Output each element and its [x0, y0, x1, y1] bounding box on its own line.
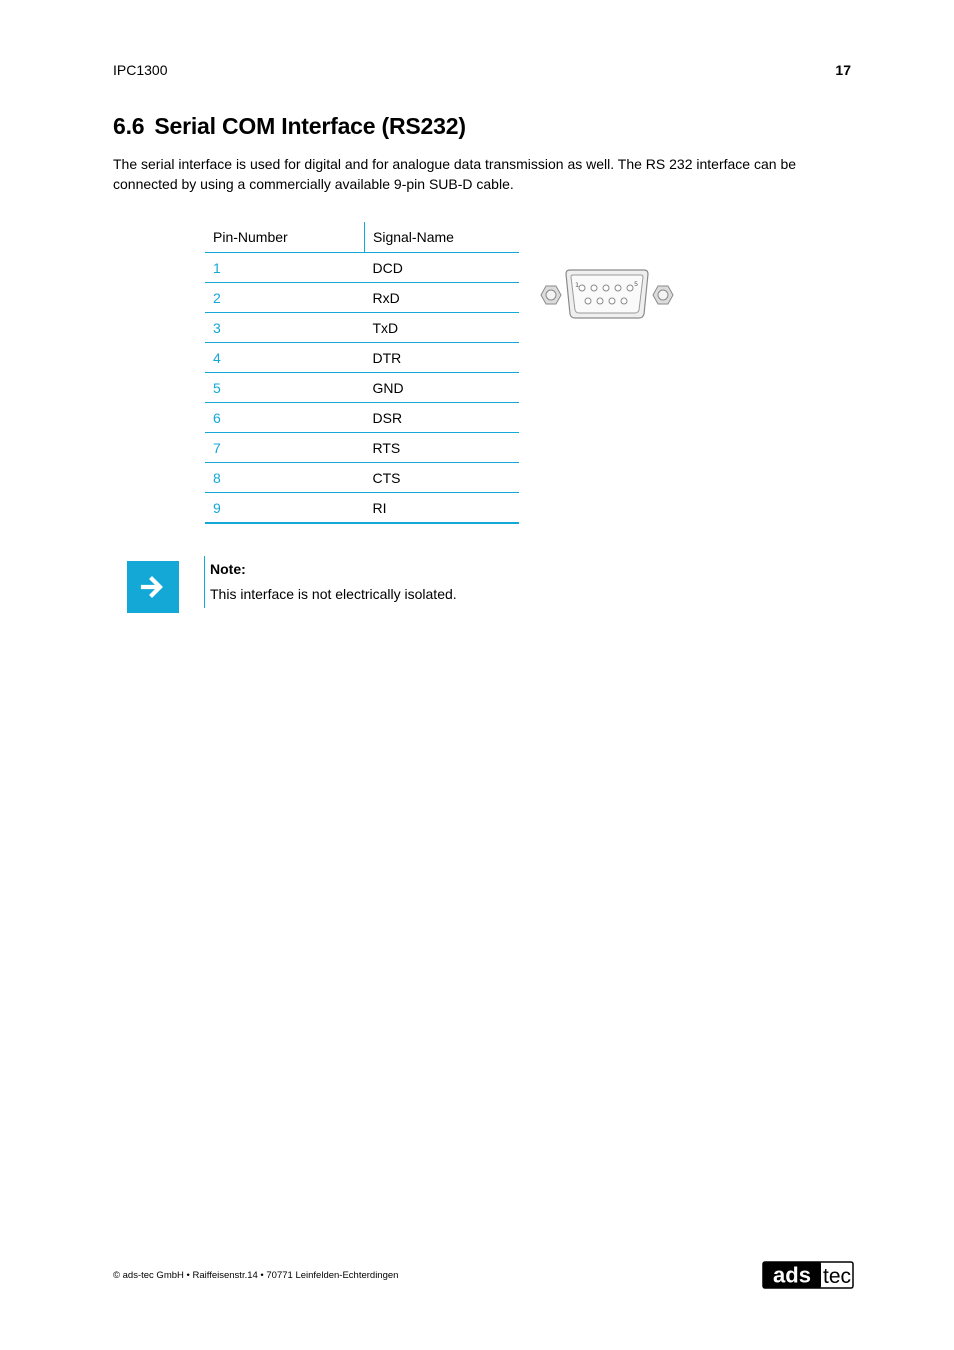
section-title-text: Serial COM Interface (RS232)	[154, 113, 466, 139]
table-row	[205, 313, 519, 343]
intro-paragraph: The serial interface is used for digital and for analogue data transmission as well. The RS 232 interface can be connected by using a commercially available 9-pin SUB-D cable.	[113, 156, 797, 192]
signal-name: RxD	[365, 283, 520, 313]
ads-tec-logo	[762, 1261, 854, 1289]
signal-name: GND	[365, 373, 520, 403]
pin-number: 6	[205, 403, 365, 433]
table-header-row	[205, 222, 519, 253]
note-divider	[204, 556, 205, 608]
signal-name: CTS	[365, 463, 520, 493]
connector-label-last: 5	[634, 280, 639, 288]
section-number: 6.6	[113, 113, 145, 139]
table-row	[205, 373, 519, 403]
pin-number: 2	[205, 283, 365, 313]
table-row	[205, 433, 519, 463]
section-title	[113, 113, 466, 140]
table-row	[205, 403, 519, 433]
table-row	[205, 253, 519, 283]
note-text: This interface is not electrically isolated.	[210, 586, 457, 602]
logo-text-tec: tec	[822, 1265, 852, 1288]
signal-name: RI	[365, 493, 520, 524]
arrow-right-icon	[140, 574, 166, 600]
header-signal-name: Signal-Name	[365, 222, 520, 253]
left-nut-icon	[541, 286, 561, 304]
signal-name: RTS	[365, 433, 520, 463]
pin-number: 9	[205, 493, 365, 524]
table-row	[205, 283, 519, 313]
header-pin-number: Pin-Number	[205, 222, 365, 253]
footer-address: © ads-tec GmbH • Raiffeisenstr.14 • 70771 Leinfelden-Echterdingen	[113, 1270, 399, 1281]
table-row	[205, 343, 519, 373]
logo-text-ads: ads	[773, 1262, 811, 1288]
sub-d-9-connector-icon	[537, 266, 677, 322]
table-row	[205, 493, 519, 524]
pin-number: 8	[205, 463, 365, 493]
note-arrow-badge	[127, 561, 179, 613]
doc-name: IPC1300	[113, 62, 168, 78]
right-nut-icon	[653, 286, 673, 304]
pin-number: 3	[205, 313, 365, 343]
connector-label-first: 1	[575, 281, 580, 289]
pin-number: 7	[205, 433, 365, 463]
signal-name: TxD	[365, 313, 520, 343]
page-number: 17	[835, 62, 851, 78]
signal-name: DTR	[365, 343, 520, 373]
table-row	[205, 463, 519, 493]
pin-number: 5	[205, 373, 365, 403]
pin-number: 4	[205, 343, 365, 373]
signal-name: DCD	[365, 253, 520, 283]
pin-table	[205, 222, 519, 524]
pin-number: 1	[205, 253, 365, 283]
note-title: Note:	[210, 561, 246, 577]
signal-name: DSR	[365, 403, 520, 433]
